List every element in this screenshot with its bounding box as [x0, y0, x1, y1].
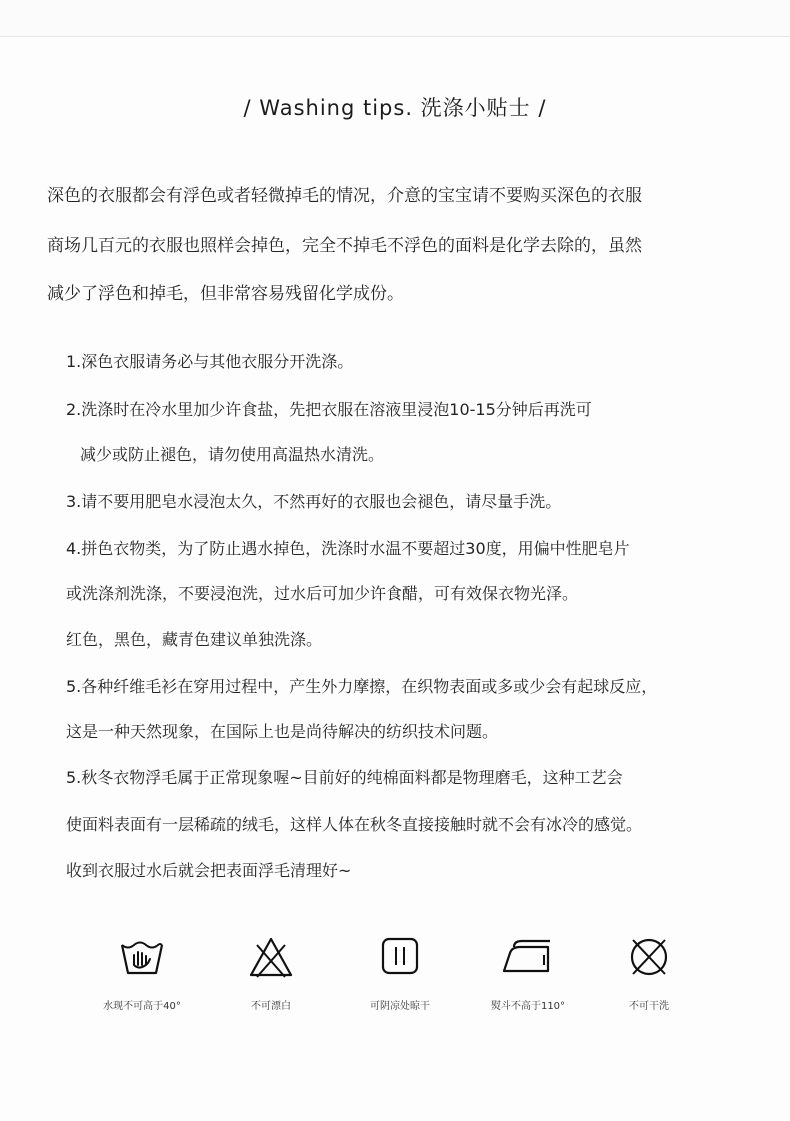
tip-line: 收到衣服过水后就会把表面浮毛清理好~ — [66, 861, 352, 880]
no-dry-clean-icon — [584, 935, 714, 979]
care-label: 熨斗不高于110° — [490, 1001, 566, 1012]
care-label: 不可漂白 — [251, 1001, 291, 1012]
tip-line: 3.请不要用肥皂水浸泡太久，不然再好的衣服也会褪色，请尽量手洗。 — [66, 492, 562, 511]
care-label: 不可干洗 — [629, 1001, 669, 1012]
drip-dry-icon — [335, 935, 465, 979]
tip-line: 5.各种纤维毛衫在穿用过程中，产生外力摩擦，在织物表面或多或少会有起球反应， — [66, 677, 658, 696]
care-item-no-dry-clean — [584, 935, 714, 1012]
page-title: / Washing tips. 洗涤小贴士 / — [243, 96, 547, 120]
care-item-iron — [463, 935, 593, 1012]
tip-line: 红色，黑色，藏青色建议单独洗涤。 — [66, 630, 323, 649]
care-label: 可阴凉处晾干 — [370, 1001, 430, 1012]
intro-line-1: 深色的衣服都会有浮色或者轻微掉毛的情况，介意的宝宝请不要购买深色的衣服 — [47, 186, 642, 206]
iron-icon — [463, 935, 593, 979]
tip-line: 或洗涤剂洗涤，不要浸泡洗，过水后可加少许食醋，可有效保衣物光泽。 — [66, 584, 579, 603]
care-item-drip-dry — [335, 935, 465, 1012]
top-band — [0, 0, 790, 37]
tip-line: 这是一种天然现象，在国际上也是尚待解决的纺织技术问题。 — [66, 722, 499, 741]
intro-line-2: 商场几百元的衣服也照样会掉色，完全不掉毛不浮色的面料是化学去除的，虽然 — [47, 236, 642, 256]
tip-line: 4.拼色衣物类，为了防止遇水掉色，洗涤时水温不要超过30度，用偏中性肥皂片 — [66, 539, 630, 558]
no-bleach-icon — [206, 935, 336, 979]
tip-line: 减少或防止褪色，请勿使用高温热水清洗。 — [80, 445, 385, 464]
care-label: 水现不可高于40° — [103, 1001, 181, 1012]
hand-wash-icon — [77, 935, 207, 979]
tip-line: 2.洗涤时在冷水里加少许食盐，先把衣服在溶液里浸泡10-15分钟后再洗可 — [66, 400, 592, 419]
care-symbols-row — [0, 935, 790, 1045]
tip-line: 使面料表面有一层稀疏的绒毛，这样人体在秋冬直接接触时就不会有冰冷的感觉。 — [66, 815, 643, 834]
tip-line: 5.秋冬衣物浮毛属于正常现象喔~目前好的纯棉面料都是物理磨毛，这种工艺会 — [66, 768, 623, 787]
intro-line-3: 减少了浮色和掉毛，但非常容易残留化学成份。 — [47, 284, 404, 304]
tip-line: 1.深色衣服请务必与其他衣服分开洗涤。 — [66, 352, 354, 371]
care-item-hand-wash — [77, 935, 207, 1012]
care-item-no-bleach — [206, 935, 336, 1012]
